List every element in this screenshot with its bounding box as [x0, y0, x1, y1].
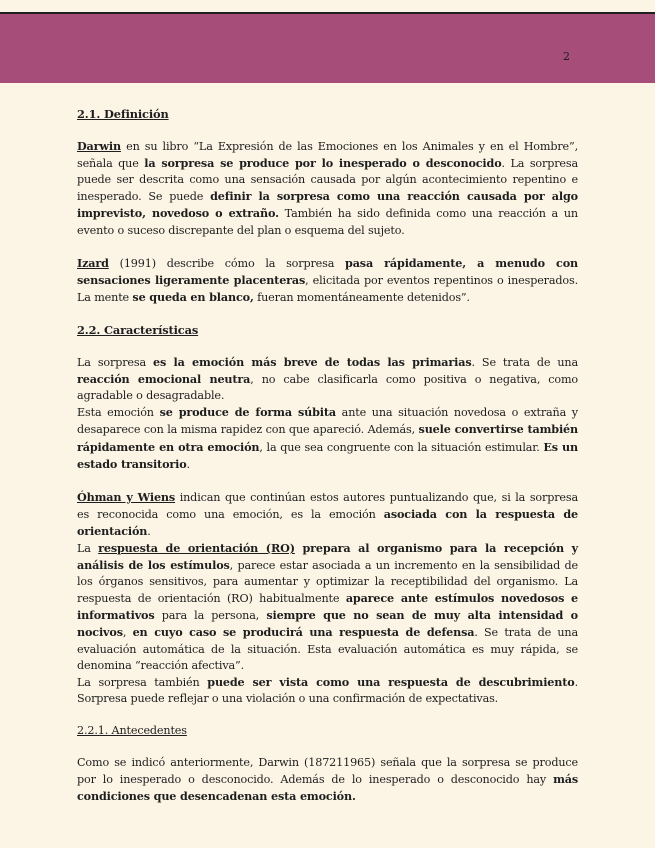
paragraph-antecedentes: Como se indicó anteriormente, Darwin (187211965) señala que la sorpresa se produce por lo inesperado o desconocido. Además de lo inesperado o desconocido hay más condiciones que desencadenan esta emoción. [77, 756, 578, 804]
section-heading-definicion: 2.1. Definición [77, 107, 169, 121]
paragraph-emocion-breve: La sorpresa es la emoción más breve de todas las primarias. Se trata de una reacción emocional neutra, no cabe clasificarla como positiva o negativa, como agradable o desagradable. [77, 355, 579, 403]
subsection-heading-antecedentes: 2.2.1. Antecedentes [77, 723, 187, 737]
paragraph-forma-subita: Esta emoción se produce de forma súbita ante una situación novedosa o extraña y desaparece con la misma rapidez con que apareció. Además, suele convertirse también rápidamente en otra emoción, la que sea congruente con la situación estimular. Es un estado transitorio. [77, 405, 579, 471]
page-number: 2 [563, 50, 570, 63]
document-body [77, 106, 578, 805]
paragraph-descubrimiento: La sorpresa también puede ser vista como una respuesta de descubrimiento. Sorpresa puede reflejar o una violación o una confirmación de expectativas. [77, 674, 578, 705]
author-izard: Izard [77, 255, 109, 270]
paragraph-izard: Izard (1991) describe cómo la sorpresa pasa rápidamente, a menudo con sensaciones ligeramente placenteras, elicitada por eventos repentinos o inesperados. La mente se queda en blanco, fueran momentáneamente detenidos”. [77, 255, 578, 304]
author-ohman-wiens: Óhman y Wiens [77, 489, 176, 504]
section-heading-caracteristicas: 2.2. Características [77, 322, 199, 337]
page-header-band [0, 14, 655, 83]
paragraph-darwin: Darwin en su libro “La Expresión de las Emociones en los Animales y en el Hombre”, señala que la sorpresa se produce por lo inesperado o desconocido. La sorpresa puede ser descrita como una sensación causada por algún acontecimiento repentino e inesperado. Se puede definir la sorpresa como una reacción causada por algo imprevisto, novedoso o extraño. También ha sido definida como una reacción a un evento o suceso discrepante del plan o esquema del sujeto. [77, 139, 579, 237]
author-darwin: Darwin [77, 139, 121, 154]
paragraph-ohman-wiens: Óhman y Wiens indican que continúan estos autores puntualizando que, si la sorpresa es reconocida como una emoción, es la emoción asociada con la respuesta de orientación. [77, 489, 578, 538]
paragraph-respuesta-orientacion: La respuesta de orientación (RO) prepara al organismo para la recepción y análisis de los estímulos, parece estar asociada a un incremento en la sensibilidad de los órganos sensitivos, para aumentar y optimizar la receptibilidad del organismo. La respuesta de orientación (RO) habitualmente aparece ante estímulos novedosos e informativos para la persona, siempre que no sean de muy alta intensidad o nocivos, en cuyo caso se producirá una respuesta de defensa. Se trata de una evaluación automática de la situación. Esta evaluación automática es muy rápida, se denomina “reacción afectiva”. [77, 540, 578, 672]
